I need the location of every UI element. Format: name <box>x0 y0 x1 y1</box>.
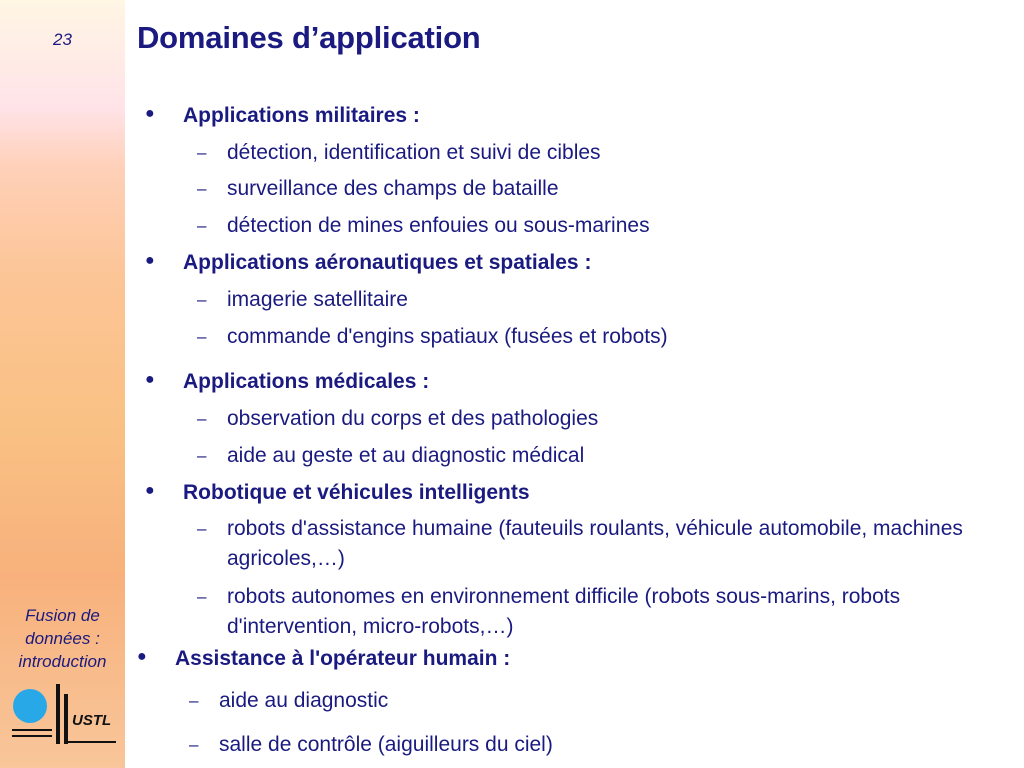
sub-item-text: imagerie satellitaire <box>227 288 408 311</box>
logo-text: USTL <box>72 712 112 729</box>
dash-icon: – <box>197 179 207 198</box>
heading-text: Assistance à l'opérateur humain : <box>175 647 511 670</box>
sidebar <box>0 0 125 768</box>
logo-bar-2 <box>64 694 68 744</box>
sub-item-text: commande d'engins spatiaux (fusées et robots) <box>227 325 668 348</box>
bullet-heading-militaires <box>145 104 420 128</box>
footer-text <box>0 604 125 673</box>
dash-icon: – <box>197 587 207 606</box>
sub-item <box>189 730 553 760</box>
dash-icon: – <box>197 290 207 309</box>
sub-item-text: détection, identification et suivi de cibles <box>227 141 601 164</box>
sub-item-text: salle de contrôle (aiguilleurs du ciel) <box>219 733 553 756</box>
sub-item <box>197 322 668 352</box>
logo-circle <box>13 689 47 723</box>
sub-item <box>197 582 987 642</box>
sub-item <box>197 441 585 471</box>
dash-icon: – <box>197 143 207 162</box>
heading-text: Robotique et véhicules intelligents <box>183 481 530 504</box>
sub-item <box>197 211 650 241</box>
dash-icon: – <box>189 691 199 710</box>
ustl-logo-icon <box>8 680 120 748</box>
dash-icon: – <box>189 735 199 754</box>
footer-line-2: données : <box>25 629 100 648</box>
dash-icon: – <box>197 409 207 428</box>
bullet-icon: ● <box>137 648 147 665</box>
sub-item <box>197 174 559 204</box>
heading-text: Applications aéronautiques et spatiales : <box>183 251 592 274</box>
dash-icon: – <box>197 446 207 465</box>
sub-item <box>189 686 389 716</box>
dash-icon: – <box>197 519 207 538</box>
bullet-icon: ● <box>145 105 155 122</box>
sub-item <box>197 138 601 168</box>
bullet-heading-aeronautiques <box>145 251 592 275</box>
dash-icon: – <box>197 327 207 346</box>
bullet-heading-assistance <box>137 647 511 671</box>
sub-item-text: aide au diagnostic <box>219 689 389 712</box>
bullet-icon: ● <box>145 482 155 499</box>
bullet-icon: ● <box>145 371 155 388</box>
sub-item <box>197 514 987 574</box>
sub-item-text: surveillance des champs de bataille <box>227 177 559 200</box>
bullet-icon: ● <box>145 252 155 269</box>
sub-item-text: détection de mines enfouies ou sous-marines <box>227 214 650 237</box>
sub-item-text: robots d'assistance humaine (fauteuils roulants, véhicule automobile, machines agricoles,…) <box>227 517 963 570</box>
footer-line-1: Fusion de <box>25 606 100 625</box>
bullet-heading-medicales <box>145 370 430 394</box>
logo-bar-1 <box>56 684 60 744</box>
bullet-heading-robotique <box>145 481 530 505</box>
sub-item <box>197 404 599 434</box>
sub-item-text: robots autonomes en environnement difficile (robots sous-marins, robots d'intervention, micro-robots,…) <box>227 585 901 638</box>
dash-icon: – <box>197 216 207 235</box>
sub-item-text: aide au geste et au diagnostic médical <box>227 444 585 467</box>
heading-text: Applications militaires : <box>183 104 420 127</box>
sub-item <box>197 285 408 315</box>
page-title: Domaines d’application <box>137 20 481 55</box>
sub-item-text: observation du corps et des pathologies <box>227 407 599 430</box>
heading-text: Applications médicales : <box>183 370 430 393</box>
footer-line-3: introduction <box>18 652 107 671</box>
slide-number: 23 <box>53 30 72 49</box>
